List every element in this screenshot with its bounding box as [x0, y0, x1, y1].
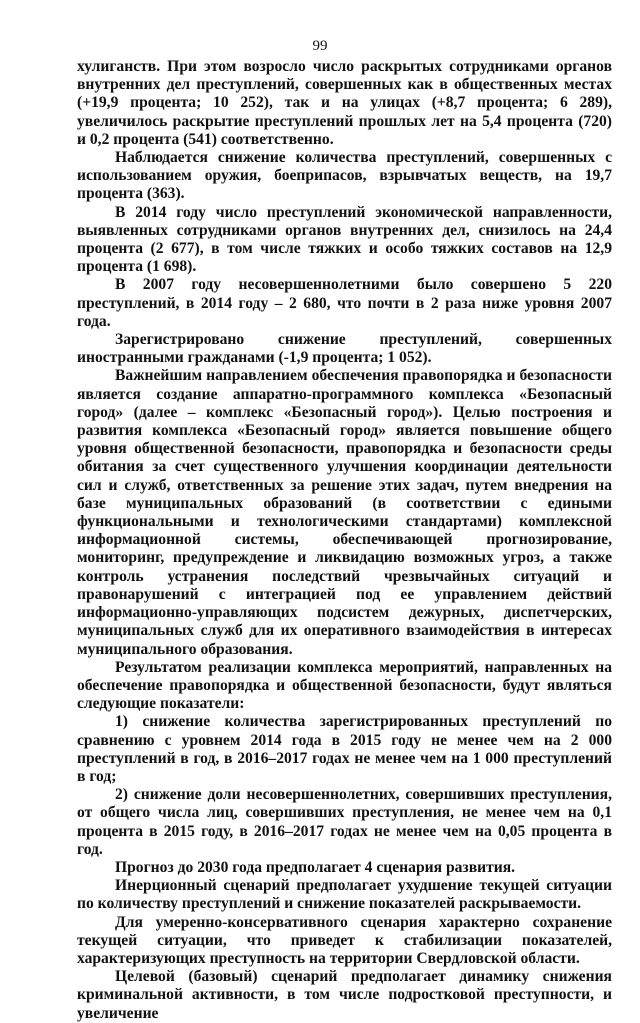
list-item-indicator-2: 2) снижение доли несовершеннолетних, совершивших преступления, от общего числа лиц, совершивших преступления, не менее чем на 0,1 процента в 2015 году, в 2016–2017 годах не менее чем на 0,05 процента в год. [77, 786, 612, 858]
document-body [77, 58, 612, 1023]
paragraph-foreign-citizens: Зарегистрировано снижение преступлений, совершенных иностранными гражданами (-1,9 процента; 1 052). [77, 331, 612, 367]
paragraph-inertial-scenario: Инерционный сценарий предполагает ухудшение текущей ситуации по количеству преступлений и снижение показателей раскрываемости. [77, 877, 612, 913]
paragraph-conservative-scenario: Для умеренно-консервативного сценария характерно сохранение текущей ситуации, что приведет к стабилизации показателей, характеризующих преступность на территории Свердловской области. [77, 913, 612, 967]
list-item-indicator-1: 1) снижение количества зарегистрированных преступлений по сравнению с уровнем 2014 года в 2015 году не менее чем на 2 000 преступлений в год, в 2016–2017 годах не менее чем на 1 000 преступлений в год; [77, 713, 612, 785]
paragraph-weapons-crimes: Наблюдается снижение количества преступлений, совершенных с использованием оружия, боеприпасов, взрывчатых веществ, на 19,7 процента (363). [77, 149, 612, 203]
paragraph-results-intro: Результатом реализации комплекса мероприятий, направленных на обеспечение правопорядка и общественной безопасности, будут являться следующие показатели: [77, 658, 612, 713]
paragraph-continuation: хулиганств. При этом возросло число раскрытых сотрудниками органов внутренних дел преступлений, совершенных как в общественных местах (+19,9 процента; 10 252), так и на улицах (+8,7 процента; 6 289), увеличилось раскрытие преступлений прошлых лет на 5,4 процента (720) и 0,2 процента (541) соответственно. [77, 58, 612, 148]
paragraph-safe-city: Важнейшим направлением обеспечения правопорядка и безопасности является создание аппаратно-программного комплекса «Безопасный город» (далее – комплекс «Безопасный город»). Целью построения и развития комплекса «Безопасный город» является повышение общего уровня общественной безопасности, правопорядка и безопасности среды обитания за счет существенного улучшения координации деятельности сил и служб, ответственных за решение этих задач, путем внедрения на базе муниципальных образований (в соответствии с едиными функциональными и технологическими стандартами) комплексной информационной системы, обеспечивающей прогнозирование, мониторинг, предупреждение и ликвидацию возможных угроз, а также контроль устранения последствий чрезвычайных ситуаций и правонарушений с интеграцией под ее управлением действий информационно-управляющих подсистем дежурных, диспетчерских, муниципальных служб для их оперативного взаимодействия в интересах муниципального образования. [77, 367, 612, 658]
paragraph-juvenile-crimes: В 2007 году несовершеннолетними было совершено 5 220 преступлений, в 2014 году – 2 680, что почти в 2 раза ниже уровня 2007 года. [77, 276, 612, 330]
paragraph-economic-crimes: В 2014 году число преступлений экономической направленности, выявленных сотрудниками органов внутренних дел, снизилось на 24,4 процента (2 677), в том числе тяжких и особо тяжких составов на 12,9 процента (1 698). [77, 203, 612, 276]
paragraph-target-scenario: Целевой (базовый) сценарий предполагает динамику снижения криминальной активности, в том числе подростковой преступности, и увеличение [77, 968, 612, 1022]
paragraph-forecast: Прогноз до 2030 года предполагает 4 сценария развития. [115, 858, 516, 876]
page-number: 99 [312, 38, 328, 54]
